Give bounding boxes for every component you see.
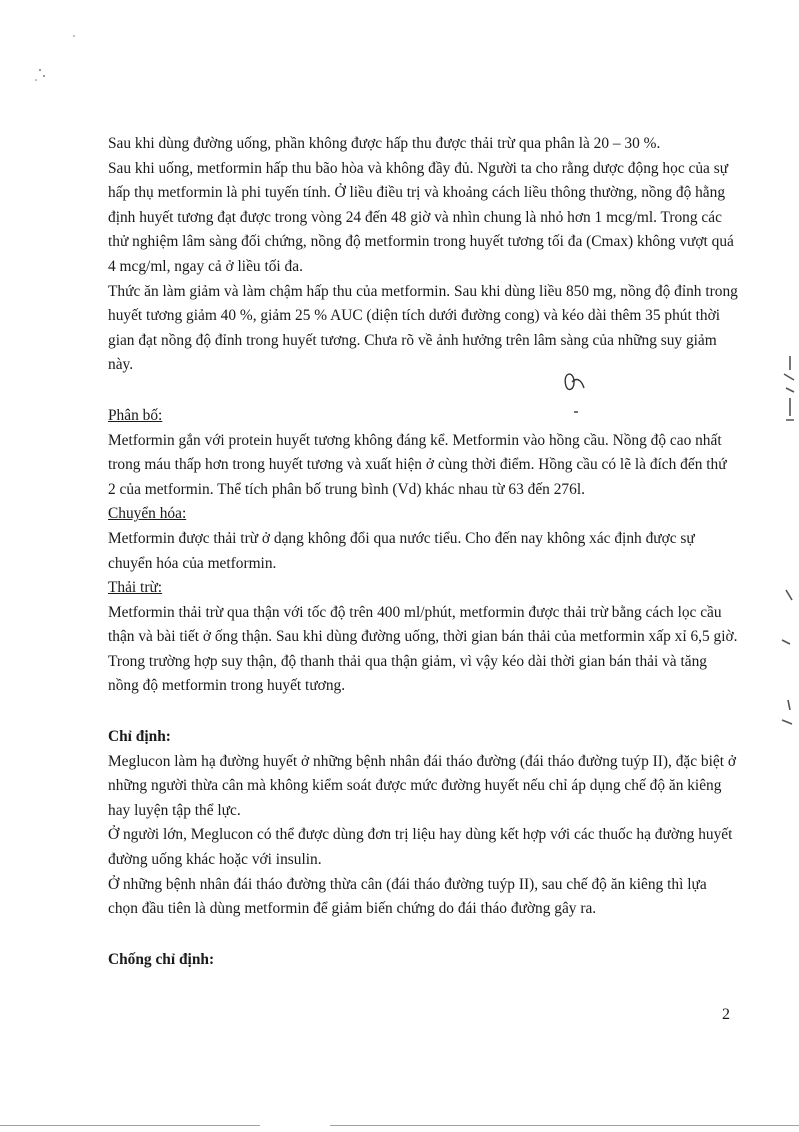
heading-distribution: Phân bố: (108, 406, 163, 424)
paragraph-metabolism: Metformin được thải trừ ở dạng không đổi qua nước tiểu. Cho đến nay không xác định được sự chuyển hóa của metformin. (108, 529, 695, 572)
document-body (108, 132, 738, 972)
heading-elimination: Thải trừ: (108, 579, 163, 597)
bottom-scan-line (0, 1125, 799, 1126)
heading-contraindications: Chống chỉ định: (108, 950, 215, 968)
heading-metabolism: Chuyển hóa: (108, 505, 187, 523)
paragraph-elimination: Metformin thải trừ qua thận với tốc độ trên 400 ml/phút, metformin được thải trừ bằng cách lọc cầu thận và bài tiết ở ống thận. Sau khi dùng đường uống, thời gian bán thải của metformin xấp xỉ 6,5 giờ. Trong trường hợp suy thận, độ thanh thải qua thận giảm, vì vậy kéo dài thời gian bán thải và tăng nồng độ metformin trong huyết tương. (108, 603, 738, 695)
paragraph-distribution: Metformin gắn với protein huyết tương không đáng kể. Metformin vào hồng cầu. Nồng độ cao nhất trong máu thấp hơn trong huyết tương và xuất hiện ở cùng thời điểm. Hồng cầu có lẽ là đích đến thứ 2 của metformin. Thể tích phân bố trung bình (Vd) khác nhau từ 63 đến 276l. (108, 431, 727, 498)
heading-indications: Chỉ định: (108, 728, 171, 746)
paragraph-food-effect: Thức ăn làm giảm và làm chậm hấp thu của metformin. Sau khi dùng liều 850 mg, nồng độ đỉnh trong huyết tương giảm 40 %, giảm 25 % AUC (diện tích dưới đường cong) và kéo dài thêm 35 phút thời gian đạt nồng độ đỉnh trong huyết tương. Chưa rõ về ảnh hưởng trên lâm sàng của những suy giảm này. (108, 282, 738, 374)
paragraph-indications-1: Meglucon làm hạ đường huyết ở những bệnh nhân đái tháo đường (đái tháo đường tuýp II), đặc biệt ở những người thừa cân mà không kiểm soát được mức đường huyết nếu chỉ áp dụng chế độ ăn kiêng hay luyện tập thể lực. (108, 752, 736, 819)
paragraph-indications-2: Ở người lớn, Meglucon có thể được dùng đơn trị liệu hay dùng kết hợp với các thuốc hạ đường huyết đường uống khác hoặc với insulin. (108, 826, 733, 869)
page-number: 2 (722, 1006, 730, 1023)
paragraph-excretion-feces: Sau khi dùng đường uống, phần không được hấp thu được thải trừ qua phân là 20 – 30 %. (108, 135, 661, 152)
paragraph-indications-3: Ở những bệnh nhân đái tháo đường thừa cân (đái tháo đường tuýp II), sau chế độ ăn kiêng thì lựa chọn đầu tiên là dùng metformin để giảm biến chứng do đái tháo đường gây ra. (108, 875, 707, 918)
margin-stamp-fragment (782, 356, 794, 724)
corner-dots (35, 35, 75, 81)
paragraph-absorption: Sau khi uống, metformin hấp thu bão hòa và không đầy đủ. Người ta cho rằng dược động học của sự hấp thụ metformin là phi tuyến tính. Ở liều điều trị và khoảng cách liều thông thường, nồng độ hằng định huyết tương đạt được trong vòng 24 đến 48 giờ và nhìn chung là nhỏ hơn 1 mcg/ml. Trong các thử nghiệm lâm sàng đối chứng, nồng độ metformin trong huyết tương tối đa (Cmax) không vượt quá 4 mcg/ml, ngay cả ở liều tối đa. (108, 159, 734, 275)
